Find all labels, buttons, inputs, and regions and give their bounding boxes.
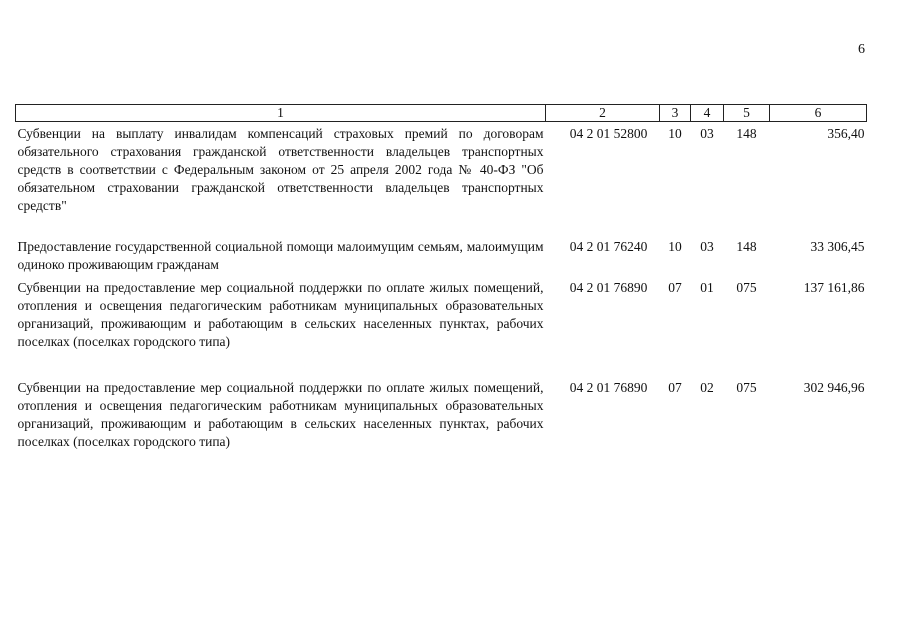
row-subsection: 03 [700, 239, 714, 254]
row-amount: 33 306,45 [810, 239, 865, 254]
table-row [16, 278, 867, 379]
row-name: Субвенции на предоставление мер социальной поддержки по оплате жилых помещений, отопления и освещения педагогическим работникам муниципальных образовательных организаций, проживающим и работающим в сельских населенных пунктах, рабочих поселках (поселках городского типа) [17, 380, 544, 449]
row-subsection: 03 [700, 126, 714, 141]
table-body [16, 122, 867, 452]
row-expense-type: 075 [736, 380, 757, 395]
row-target-code: 04 2 01 76240 [569, 239, 648, 254]
row-name: Предоставление государственной социальной помощи малоимущим семьям, малоимущим одиноко проживающим гражданам [17, 239, 544, 272]
budget-table [15, 104, 867, 451]
table-row [16, 238, 867, 278]
table-row [16, 379, 867, 451]
row-section: 10 [668, 126, 682, 141]
header-col-1: 1 [16, 105, 546, 122]
row-name: Субвенции на выплату инвалидам компенсаций страховых премий по договорам обязательного страхования гражданской ответственности владельцев транспортных средств в соответствии с Федеральным законом от 25 апреля 2002 года № 40-ФЗ "Об обязательном страховании гражданской ответственности владельцев транспортных средств" [17, 126, 544, 213]
header-col-5: 5 [724, 105, 770, 122]
table-header [16, 105, 867, 122]
row-name: Субвенции на предоставление мер социальной поддержки по оплате жилых помещений, отопления и освещения педагогическим работникам муниципальных образовательных организаций, проживающим и работающим в сельских населенных пунктах, рабочих поселках (поселках городского типа) [17, 280, 544, 349]
page-number: 6 [858, 42, 865, 57]
row-subsection: 02 [700, 380, 714, 395]
table-row [16, 122, 867, 239]
row-expense-type: 148 [736, 126, 757, 141]
row-amount: 302 946,96 [803, 380, 865, 395]
row-section: 07 [668, 380, 682, 395]
row-section: 10 [668, 239, 682, 254]
row-section: 07 [668, 280, 682, 295]
row-amount: 137 161,86 [803, 280, 865, 295]
row-expense-type: 148 [736, 239, 757, 254]
header-col-4: 4 [691, 105, 724, 122]
header-col-2: 2 [546, 105, 660, 122]
header-col-6: 6 [770, 105, 867, 122]
row-amount: 356,40 [827, 126, 865, 141]
row-target-code: 04 2 01 52800 [569, 126, 648, 141]
row-target-code: 04 2 01 76890 [569, 380, 648, 395]
row-subsection: 01 [700, 280, 714, 295]
row-expense-type: 075 [736, 280, 757, 295]
header-col-3: 3 [660, 105, 691, 122]
header-row [16, 105, 867, 122]
row-target-code: 04 2 01 76890 [569, 280, 648, 295]
